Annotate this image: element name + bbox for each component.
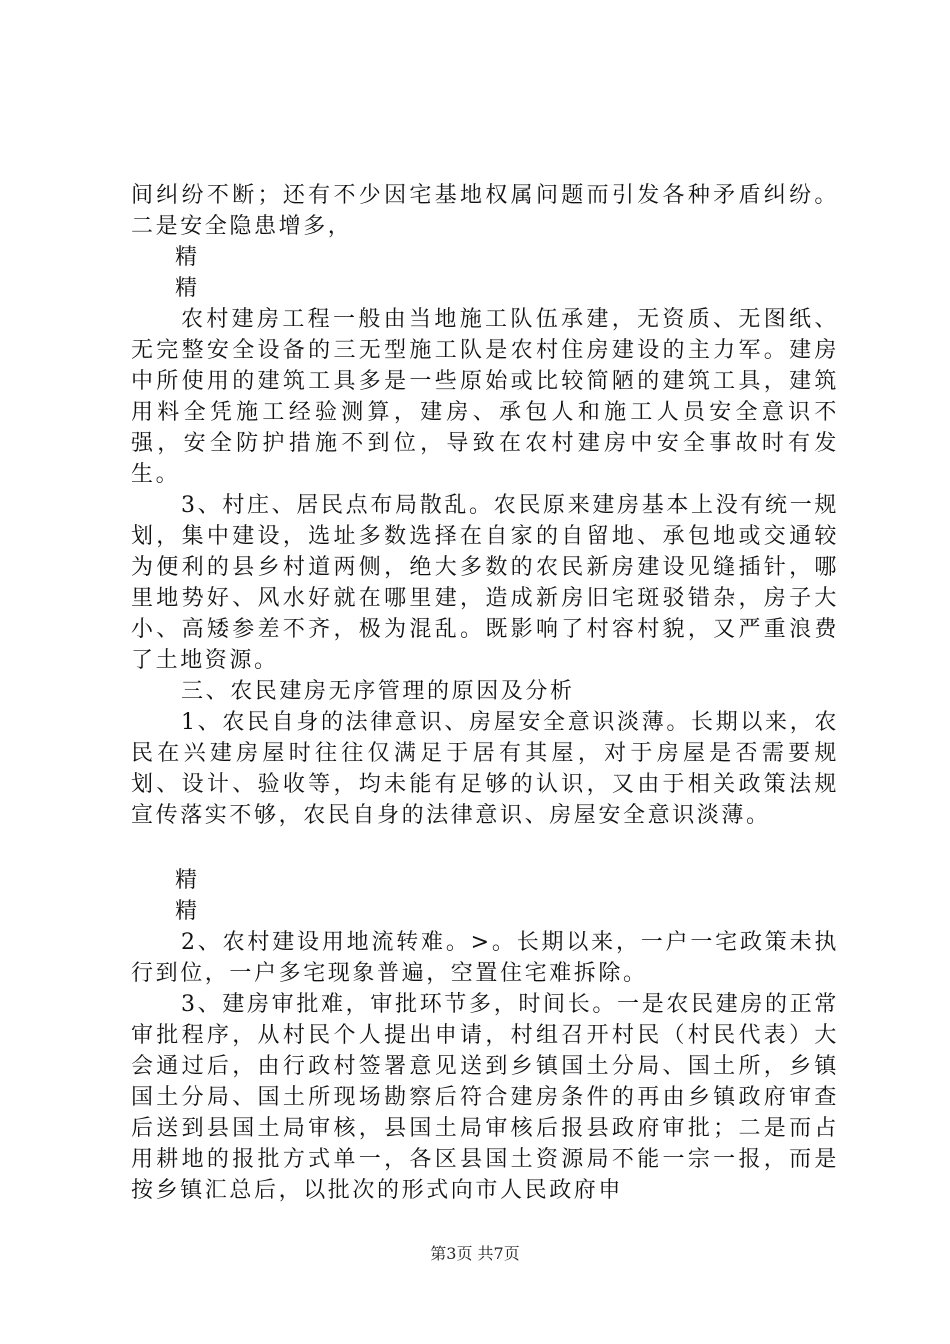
paragraph-construction-teams: 农村建房工程一般由当地施工队伍承建，无资质、无图纸、无完整安全设备的三无型施工队是农村住房建设的主力军。建房中所使用的建筑工具多是一些原始或比较简陋的建筑工具，建筑用料全凭施工经验测算，建房、承包人和施工人员安全意识不强，安全防护措施不到位，导致在农村建房中安全事故时有发生。 <box>131 307 839 487</box>
document-body <box>131 180 839 1206</box>
paragraph-marker: 精 <box>175 276 198 301</box>
paragraph-land-transfer: 2、农村建设用地流转难。>。长期以来，一户一宅政策未执行到位，一户多宅现象普遍，空置住宅难拆除。 <box>131 930 839 986</box>
paragraph-approval-process: 3、建房审批难，审批环节多，时间长。一是农民建房的正常审批程序，从村民个人提出申请，村组召开村民（村民代表）大会通过后，由行政村签署意见送到乡镇国土分局、国土所，乡镇国土分局、国土所现场勘察后符合建房条件的再由乡镇政府审查后送到县国土局审核，县国土局审核后报县政府审批；二是而占用耕地的报批方式单一，各区县国土资源局不能一宗一报，而是按乡镇汇总后，以批次的形式向市人民政府申 <box>131 992 839 1203</box>
page-number-footer: 第3页 共7页 <box>430 1244 520 1263</box>
paragraph-legal-awareness: 1、农民自身的法律意识、房屋安全意识淡薄。长期以来，农民在兴建房屋时往往仅满足于居有其屋，对于房屋是否需要规划、设计、验收等，均未能有足够的认识，又由于相关政策法规宣传落实不够，农民自身的法律意识、房屋安全意识淡薄。 <box>131 710 839 828</box>
paragraph-gap <box>131 831 839 865</box>
paragraph-marker: 精 <box>175 245 198 270</box>
section-heading: 三、农民建房无序管理的原因及分析 <box>181 679 575 704</box>
paragraph-marker: 精 <box>175 868 198 893</box>
paragraph-marker: 精 <box>175 899 198 924</box>
paragraph-village-layout: 3、村庄、居民点布局散乱。农民原来建房基本上没有统一规划，集中建设，选址多数选择在自家的自留地、承包地或交通较为便利的县乡村道两侧，绝大多数的农民新房建设见缝插针，哪里地势好、风水好就在哪里建，造成新房旧宅斑驳错杂，房子大小、高矮参差不齐，极为混乱。既影响了村容村貌，又严重浪费了土地资源。 <box>131 493 839 673</box>
paragraph-continued: 间纠纷不断；还有不少因宅基地权属问题而引发各种矛盾纠纷。二是安全隐患增多， <box>131 183 839 239</box>
